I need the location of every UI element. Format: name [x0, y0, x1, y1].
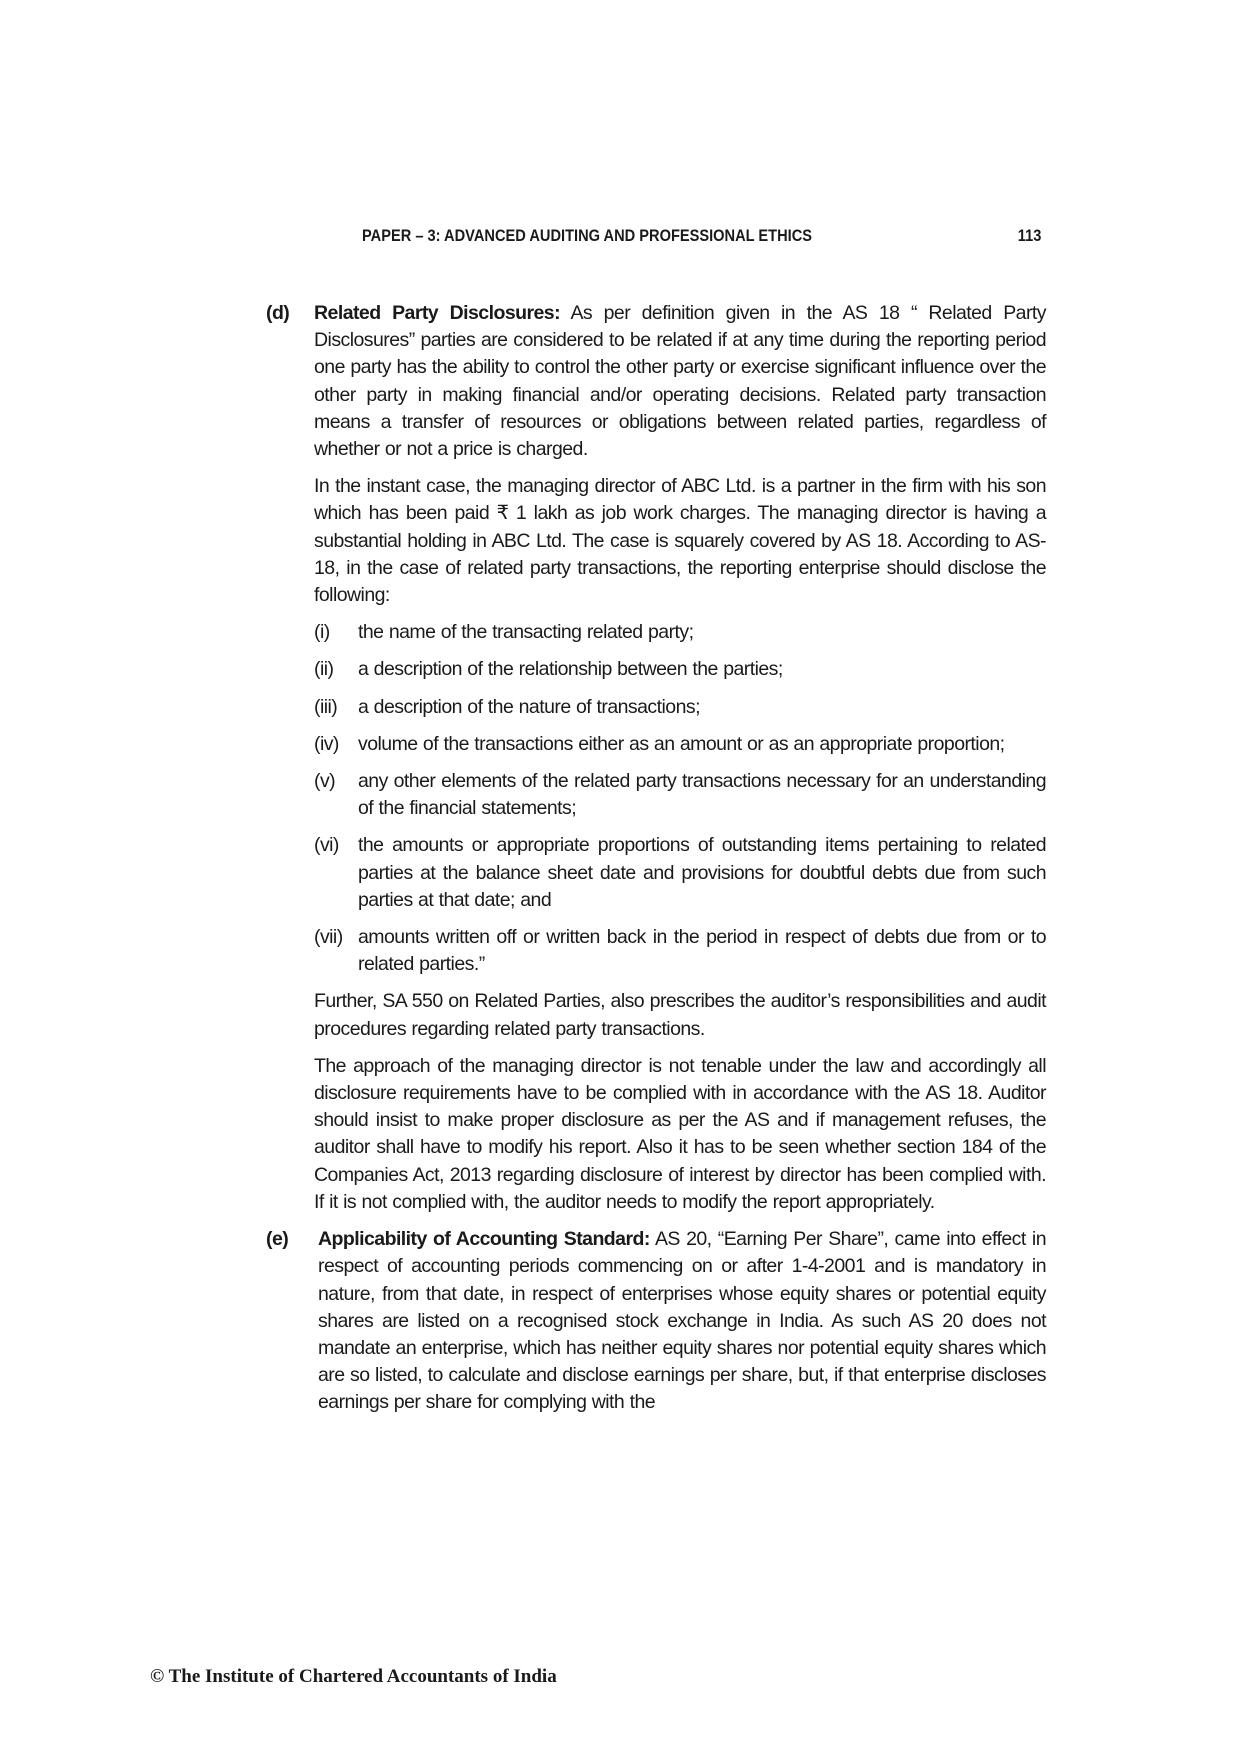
list-item-marker: (ii) — [314, 658, 334, 681]
list-item-text: volume of the transactions either as an amount or as an appropriate proportion; — [358, 732, 1005, 755]
list-item-text: a description of the relationship between the parties; — [358, 658, 783, 681]
section-d — [266, 300, 1046, 1216]
section-d-intro-text: As per definition given in the AS 18 “ Related Party Disclosures” parties are considered to be related if at any time during the reporting period one party has the ability to control the other party or exercise significant influence over the other party in making financial and/or operating decisions. Related party transaction means a transfer of resources or obligations between related parties, regardless of whether or not a price is charged. — [314, 302, 1046, 461]
section-d-intro — [314, 300, 1046, 463]
list-item — [314, 694, 1046, 721]
list-item-marker: (iii) — [314, 695, 338, 718]
main-content — [266, 300, 1046, 1427]
list-item-text: a description of the nature of transactions; — [358, 695, 700, 718]
section-e-marker: (e) — [266, 1228, 289, 1251]
disclosure-list — [314, 619, 1046, 978]
list-item-marker: (i) — [314, 621, 330, 644]
list-item-text: the name of the transacting related party; — [358, 621, 694, 644]
copyright-footer: © The Institute of Chartered Accountants of India — [150, 1666, 557, 1687]
list-item — [314, 656, 1046, 683]
section-e-intro — [318, 1226, 1046, 1416]
section-d-heading: Related Party Disclosures: — [314, 302, 561, 324]
section-e-heading: Applicability of Accounting Standard: — [318, 1228, 650, 1251]
section-e — [266, 1226, 1046, 1416]
list-item-marker: (v) — [314, 770, 336, 793]
paper-title: PAPER – 3: ADVANCED AUDITING AND PROFESSIONAL ETHICS — [362, 226, 813, 245]
list-item — [314, 832, 1046, 914]
list-item-marker: (iv) — [314, 732, 339, 755]
section-d-marker: (d) — [266, 302, 290, 324]
list-item — [314, 924, 1046, 978]
list-item — [314, 619, 1046, 646]
section-d-paragraph-2: In the instant case, the managing director of ABC Ltd. is a partner in the firm with his son which has been paid ₹ 1 lakh as job work charges. The managing director is having a substantial holding in ABC Ltd. The case is squarely covered by AS 18. According to AS-18, in the case of related party transactions, the reporting enterprise should disclose the following: — [314, 475, 1046, 607]
list-item — [314, 731, 1046, 758]
section-d-paragraph-4: The approach of the managing director is not tenable under the law and accordingly all disclosure requirements have to be complied with in accordance with the AS 18. Auditor should insist to make proper disclosure as per the AS and if management refuses, the auditor shall have to modify his report. Also it has to be seen whether section 184 of the Companies Act, 2013 regarding disclosure of interest by director has been complied with. If it is not complied with, the auditor needs to modify the report appropriately. — [314, 1054, 1046, 1213]
list-item-text: any other elements of the related party transactions necessary for an understanding of the financial statements; — [358, 770, 1046, 820]
list-item-text: the amounts or appropriate proportions of outstanding items pertaining to related parties at the balance sheet date and provisions for doubtful debts due from such parties at that date; and — [358, 834, 1046, 911]
running-header — [362, 226, 1042, 246]
page-number: 113 — [1017, 226, 1042, 245]
list-item-marker: (vi) — [314, 834, 339, 857]
section-d-paragraph-3: Further, SA 550 on Related Parties, also prescribes the auditor’s responsibilities and audit procedures regarding related party transactions. — [314, 990, 1046, 1040]
section-e-intro-text: AS 20, “Earning Per Share”, came into effect in respect of accounting periods commencing on or after 1-4-2001 and is mandatory in nature, from that date, in respect of enterprises whose equity shares or potential equity shares are listed on a recognised stock exchange in India. As such AS 20 does not mandate an enterprise, which has neither equity shares nor potential equity shares which are so listed, to calculate and disclose earnings per share, but, if that enterprise discloses earnings per share for complying with the — [318, 1228, 1046, 1414]
list-item-marker: (vii) — [314, 926, 343, 949]
list-item-text: amounts written off or written back in the period in respect of debts due from or to related parties.” — [358, 926, 1046, 976]
list-item — [314, 768, 1046, 822]
